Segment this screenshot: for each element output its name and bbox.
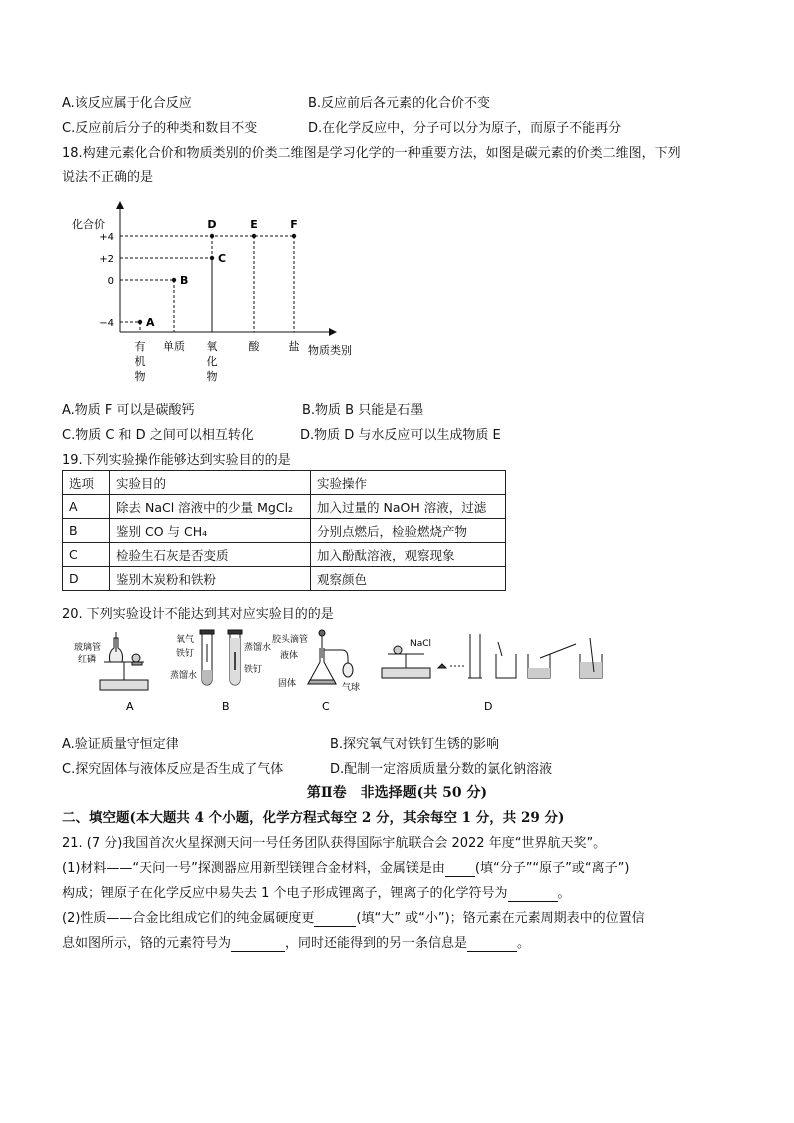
- table-cell: 检验生石灰是否变质: [110, 543, 311, 567]
- q18-option-b: B.物质 B 只能是石墨: [302, 403, 424, 418]
- caption-b: B: [222, 700, 230, 713]
- q19-table: [62, 470, 506, 591]
- caption-d: D: [484, 700, 493, 713]
- x-tick-label: 酸: [248, 340, 260, 353]
- answer-blank[interactable]: [231, 936, 285, 952]
- label-glass-tube: 玻璃管: [74, 643, 102, 653]
- x-tick-label: 有: [134, 340, 146, 353]
- y-tick-label: +4: [99, 232, 114, 243]
- q20-option-a: A.验证质量守恒定律: [62, 737, 179, 752]
- label-distilled-water-2: 蒸馏水: [244, 643, 272, 653]
- label-oxygen: 氧气: [176, 635, 195, 645]
- table-cell: 鉴别木炭粉和铁粉: [110, 567, 311, 591]
- table-cell: B: [63, 519, 110, 543]
- table-cell: 加入酚酞溶液，观察现象: [311, 543, 506, 567]
- label-solid: 固体: [278, 679, 297, 689]
- y-tick-label: −4: [99, 318, 114, 329]
- table-row: [63, 495, 506, 519]
- table-row: [63, 519, 506, 543]
- label-balloon: 气球: [342, 683, 361, 693]
- table-row: [63, 543, 506, 567]
- q21-text: (1)材料——“天问一号”探测器应用新型镁锂合金材料，金属镁是由: [62, 861, 445, 876]
- q21-text: 息如图所示，铬的元素符号为: [62, 936, 232, 951]
- x-tick-label: 化: [206, 355, 218, 368]
- table-header: 实验操作: [311, 471, 506, 495]
- q18-stem-line1: 18.构建元素化合价和物质类别的价类二维图是学习化学的一种重要方法，如图是碳元素的价类二维图，下列: [62, 146, 681, 161]
- q19-stem: 19.下列实验操作能够达到实验目的的是: [62, 453, 291, 468]
- point-label: B: [180, 274, 189, 287]
- q20-apparatus-figure: [70, 628, 630, 720]
- table-cell: A: [63, 495, 110, 519]
- q17-option-c: C.反应前后分子的种类和数目不变: [62, 121, 258, 136]
- x-axis-label: 物质类别: [308, 344, 352, 357]
- data-point-B: [172, 278, 176, 282]
- q18-option-a: A.物质 F 可以是碳酸钙: [62, 403, 195, 418]
- q21-text: (2)性质——合金比组成它们的纯金属硬度更: [62, 911, 315, 926]
- q20-option-d: D.配制一定溶质质量分数的氯化钠溶液: [330, 762, 553, 777]
- q18-stem-line2: 说法不正确的是: [62, 170, 154, 185]
- table-row: [63, 567, 506, 591]
- q18-option-d: D.物质 D 与水反应可以生成物质 E: [300, 428, 501, 443]
- caption-c: C: [322, 700, 330, 713]
- q21-text: 。: [517, 936, 531, 951]
- q17-option-a: A.该反应属于化合反应: [62, 96, 192, 111]
- point-label: E: [250, 218, 258, 231]
- apparatus-a: [100, 632, 148, 690]
- q20-option-b: B.探究氧气对铁钉生锈的影响: [330, 737, 500, 752]
- apparatus-c: [308, 630, 353, 684]
- x-tick-label: 盐: [288, 340, 300, 353]
- label-red-phosphorus: 红磷: [78, 655, 97, 665]
- label-nacl: NaCl: [410, 639, 432, 649]
- q21-text: (填“分子”“原子”或“离子”): [474, 861, 630, 876]
- y-tick-label: 0: [107, 276, 114, 287]
- q20-stem: 20. 下列实验设计不能达到其对应实验目的的是: [62, 607, 334, 622]
- x-tick-label: 机: [134, 355, 146, 368]
- caption-a: A: [126, 700, 134, 713]
- q21-text: 构成；锂原子在化学反应中易失去 1 个电子形成锂离子，锂离子的化学符号为: [62, 886, 508, 901]
- q18-option-c: C.物质 C 和 D 之间可以相互转化: [62, 428, 254, 443]
- q21-text: ，同时还能得到的另一条信息是: [285, 936, 468, 951]
- part2-title: 第Ⅱ卷 非选择题(共 50 分): [306, 785, 488, 801]
- q17-option-d: D.在化学反应中，分子可以分为原子，而原子不能再分: [308, 121, 622, 136]
- table-cell: D: [63, 567, 110, 591]
- table-cell: 观察颜色: [311, 567, 506, 591]
- label-liquid: 液体: [280, 651, 299, 661]
- answer-blank[interactable]: [508, 886, 558, 902]
- table-cell: 分别点燃后，检验燃烧产物: [311, 519, 506, 543]
- table-header: 选项: [63, 471, 110, 495]
- label-iron-nail-1: 铁钉: [176, 649, 195, 659]
- table-cell: 鉴别 CO 与 CH₄: [110, 519, 311, 543]
- q21-text: 。: [557, 886, 571, 901]
- point-label: C: [218, 252, 227, 265]
- answer-blank[interactable]: [445, 861, 475, 877]
- label-distilled-water-1: 蒸馏水: [170, 671, 198, 681]
- data-point-F: [292, 234, 296, 238]
- point-label: F: [290, 218, 298, 231]
- q21-line4: [62, 907, 645, 927]
- label-dropper: 胶头滴管: [272, 635, 309, 645]
- point-label: A: [146, 316, 155, 329]
- table-header: 实验目的: [110, 471, 311, 495]
- y-axis-label: 化合价: [72, 218, 105, 231]
- table-cell: C: [63, 543, 110, 567]
- x-tick-label: 物: [206, 370, 218, 383]
- label-iron-nail-2: 铁钉: [244, 665, 263, 675]
- x-tick-label: 单质: [163, 340, 185, 353]
- q21-line3: [62, 882, 571, 902]
- table-cell: 加入过量的 NaOH 溶液，过滤: [311, 495, 506, 519]
- table-cell: 除去 NaCl 溶液中的少量 MgCl₂: [110, 495, 311, 519]
- apparatus-b: [200, 630, 242, 685]
- q21-line1: 21. (7 分)我国首次火星探测天问一号任务团队获得国际宇航联合会 2022 年度“世界航天奖”。: [62, 836, 607, 851]
- answer-blank[interactable]: [467, 936, 517, 952]
- q21-line2: [62, 857, 629, 877]
- q21-text: (填“大” 或“小”)；铬元素在元素周期表中的位置信: [356, 911, 645, 926]
- point-label: D: [207, 218, 217, 231]
- table-header-row: [63, 471, 506, 495]
- answer-blank[interactable]: [314, 911, 356, 927]
- x-tick-label: 氧: [206, 340, 218, 353]
- q17-option-b: B.反应前后各元素的化合价不变: [308, 96, 491, 111]
- q21-line5: [62, 932, 530, 952]
- carbon-valence-chart: [68, 196, 368, 392]
- q20-option-c: C.探究固体与液体反应是否生成了气体: [62, 762, 284, 777]
- y-tick-label: +2: [99, 254, 114, 265]
- x-tick-label: 物: [134, 370, 146, 383]
- data-point-A: [138, 320, 142, 324]
- section-heading: 二、填空题(本大题共 4 个小题，化学方程式每空 2 分，其余每空 1 分，共 29 分): [62, 810, 565, 826]
